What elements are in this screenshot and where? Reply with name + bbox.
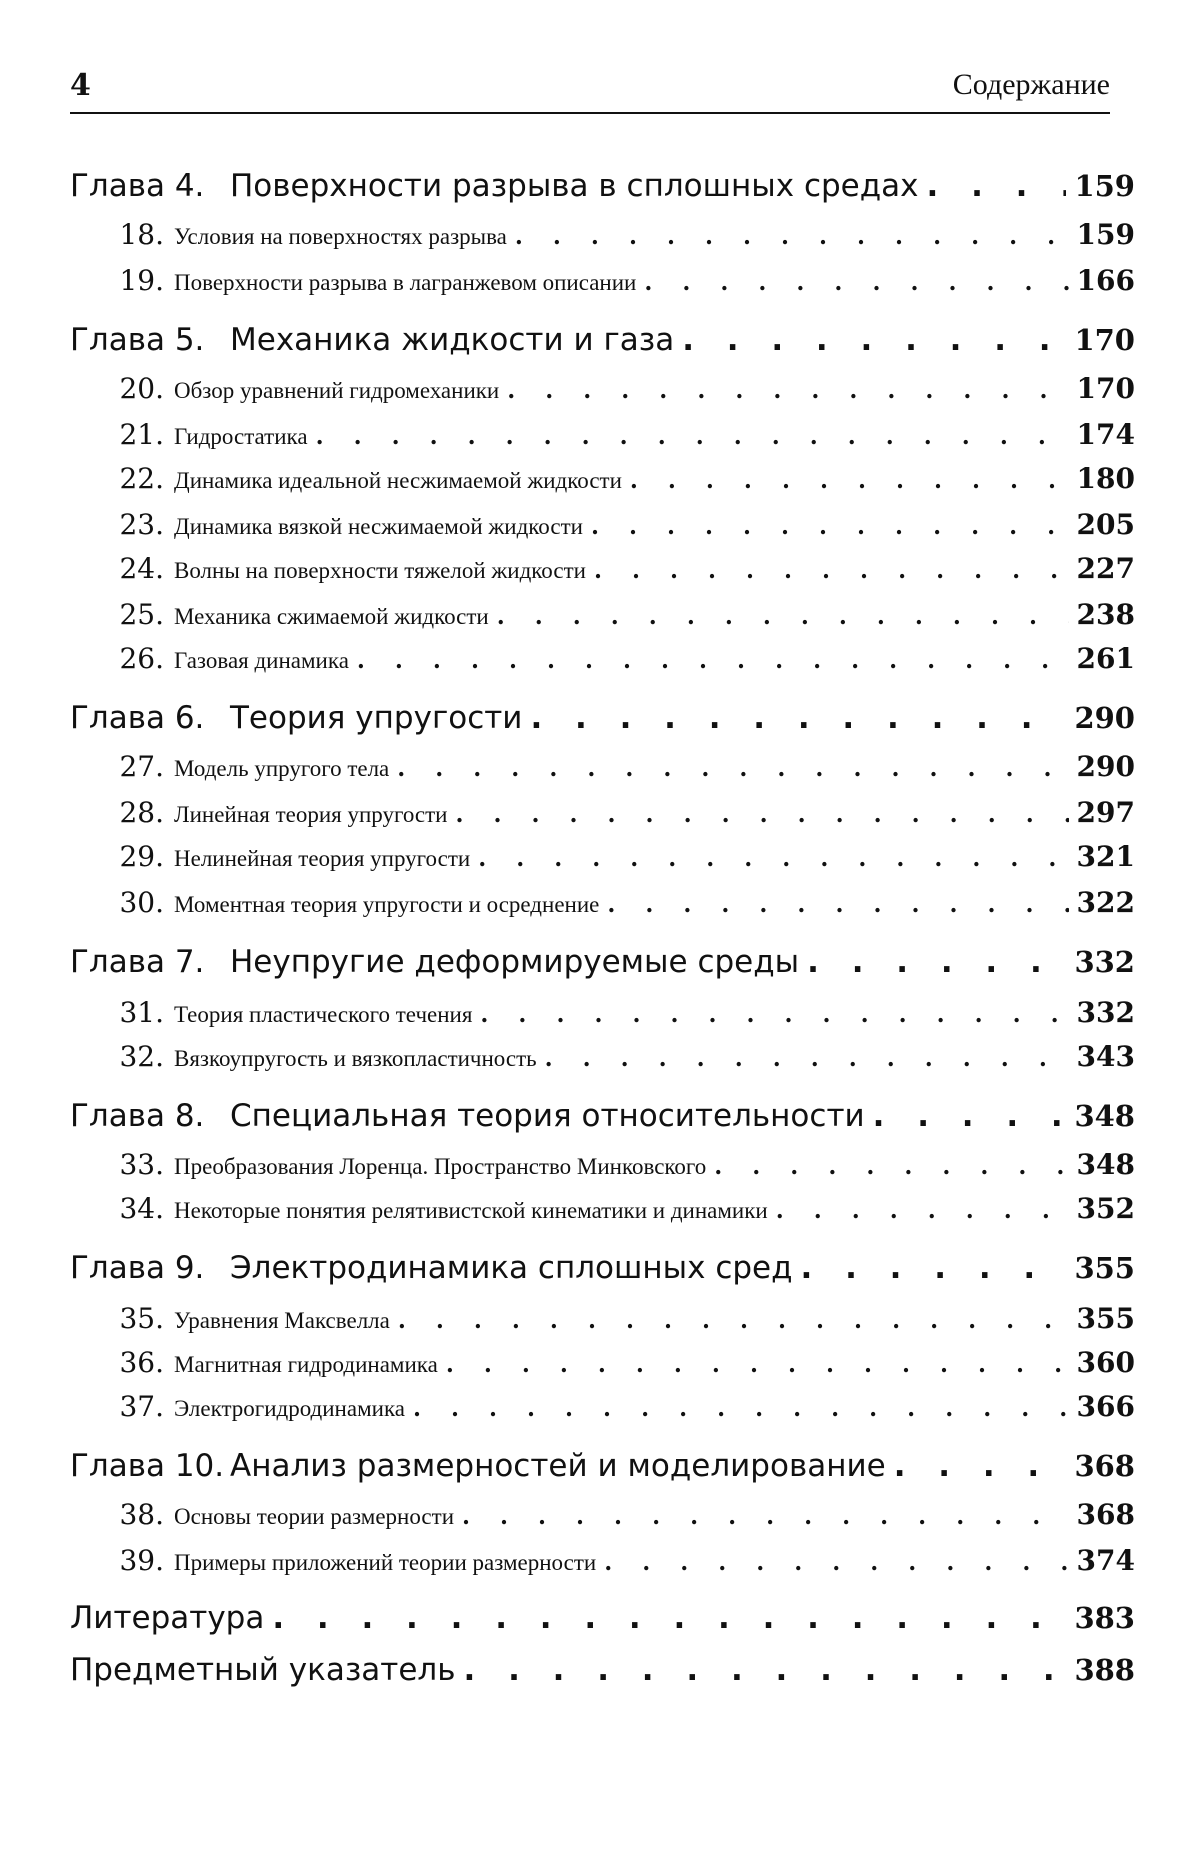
entry-title: Механика сжимаемой жидкости (174, 604, 489, 629)
toc-section-entry[interactable] (70, 462, 1135, 496)
page-reference: 355 (1076, 1302, 1135, 1335)
toc-section-entry[interactable] (70, 840, 1135, 874)
entry-title: Предметный указатель (70, 1652, 456, 1688)
entry-title: Некоторые понятия релятивистской кинематики и динамики (174, 1198, 768, 1223)
toc-section-entry[interactable] (70, 218, 1135, 252)
section-number: 34. (119, 1192, 164, 1225)
page-reference: 348 (1076, 1148, 1135, 1181)
toc-backmatter-entry[interactable] (70, 1652, 1135, 1692)
page-reference: 352 (1076, 1192, 1135, 1225)
entry-title: Динамика идеальной несжимаемой жидкости (174, 468, 622, 493)
toc-chapter-entry[interactable] (70, 700, 1135, 740)
entry-title: Вязкоупругость и вязкопластичность (174, 1046, 537, 1071)
chapter-label: Глава 9. (70, 1250, 205, 1286)
dot-leader (591, 513, 1069, 540)
page-reference: 166 (1076, 264, 1135, 297)
toc-section-entry[interactable] (70, 750, 1135, 784)
section-number: 39. (119, 1544, 164, 1577)
entry-title: Динамика вязкой несжимаемой жидкости (174, 514, 583, 539)
section-number: 32. (119, 1040, 164, 1073)
entry-title: Обзор уравнений гидромеханики (174, 378, 500, 403)
dot-leader (357, 647, 1069, 674)
dot-leader (714, 1153, 1068, 1180)
dot-leader (480, 1001, 1068, 1028)
running-title: Содержание (952, 68, 1110, 101)
dot-leader (873, 1098, 1067, 1134)
entry-title: Электродинамика сплошных сред (230, 1250, 793, 1286)
chapter-label: Глава 7. (70, 944, 205, 980)
page-reference: 170 (1074, 323, 1135, 357)
page-reference: 170 (1076, 372, 1135, 405)
section-number: 36. (119, 1346, 164, 1379)
chapter-label: Глава 10. (70, 1448, 225, 1484)
chapter-label: Глава 5. (70, 322, 205, 358)
page-reference: 321 (1076, 840, 1135, 873)
page-reference: 290 (1074, 701, 1135, 735)
chapter-label: Глава 8. (70, 1098, 205, 1134)
toc-section-entry[interactable] (70, 264, 1135, 298)
section-number: 29. (119, 840, 164, 873)
entry-title: Магнитная гидродинамика (174, 1352, 438, 1377)
page-reference: 332 (1076, 996, 1135, 1029)
toc-chapter-entry[interactable] (70, 1098, 1135, 1138)
entry-title: Преобразования Лоренца. Пространство Минковского (174, 1154, 707, 1179)
section-number: 23. (119, 508, 164, 541)
dot-leader (316, 423, 1069, 450)
dot-leader (894, 1448, 1067, 1484)
toc-section-entry[interactable] (70, 796, 1135, 830)
entry-title: Газовая динамика (174, 648, 349, 673)
page-reference: 374 (1076, 1544, 1135, 1577)
dot-leader (776, 1197, 1069, 1224)
dot-leader (497, 603, 1069, 630)
page-reference: 159 (1076, 218, 1135, 251)
toc-section-entry[interactable] (70, 642, 1135, 676)
entry-title: Нелинейная теория упругости (174, 846, 471, 871)
toc-section-entry[interactable] (70, 508, 1135, 542)
section-number: 22. (119, 462, 164, 495)
toc-section-entry[interactable] (70, 1040, 1135, 1074)
toc-section-entry[interactable] (70, 1544, 1135, 1578)
dot-leader (397, 755, 1068, 782)
section-number: 35. (119, 1302, 164, 1335)
entry-title: Электрогидродинамика (174, 1396, 405, 1421)
section-number: 18. (119, 218, 164, 251)
dot-leader (515, 223, 1069, 250)
toc-section-entry[interactable] (70, 418, 1135, 452)
page-reference: 368 (1074, 1449, 1135, 1483)
toc-chapter-entry[interactable] (70, 322, 1135, 362)
dot-leader (801, 1250, 1067, 1286)
section-number: 19. (119, 264, 164, 297)
page-reference: 388 (1074, 1653, 1135, 1687)
toc-section-entry[interactable] (70, 1148, 1135, 1182)
toc-chapter-entry[interactable] (70, 168, 1135, 208)
page-reference: 360 (1076, 1346, 1135, 1379)
section-number: 28. (119, 796, 164, 829)
section-number: 38. (119, 1498, 164, 1531)
entry-title: Условия на поверхностях разрыва (174, 224, 507, 249)
entry-title: Поверхности разрыва в сплошных средах (230, 168, 919, 204)
section-number: 37. (119, 1390, 164, 1423)
entry-title: Анализ размерностей и моделирование (230, 1448, 886, 1484)
dot-leader (927, 168, 1067, 204)
section-number: 27. (119, 750, 164, 783)
entry-title: Модель упругого тела (174, 756, 390, 781)
section-number: 24. (119, 552, 164, 585)
page-reference: 227 (1076, 552, 1135, 585)
section-number: 26. (119, 642, 164, 675)
entry-title: Поверхности разрыва в лагранжевом описании (174, 270, 637, 295)
page-reference: 290 (1076, 750, 1135, 783)
page-number: 4 (70, 68, 91, 103)
page-reference: 205 (1076, 508, 1135, 541)
entry-title: Волны на поверхности тяжелой жидкости (174, 558, 586, 583)
dot-leader (630, 467, 1069, 494)
toc-section-entry[interactable] (70, 1498, 1135, 1532)
section-number: 20. (119, 372, 164, 405)
section-number: 21. (119, 418, 164, 451)
entry-title: Литература (70, 1600, 265, 1636)
dot-leader (478, 845, 1068, 872)
entry-title: Гидростатика (174, 424, 308, 449)
toc-chapter-entry[interactable] (70, 1448, 1135, 1488)
toc-section-entry[interactable] (70, 1192, 1135, 1226)
dot-leader (530, 700, 1066, 736)
dot-leader (545, 1045, 1069, 1072)
page-reference: 368 (1076, 1498, 1135, 1531)
toc-section-entry[interactable] (70, 598, 1135, 632)
page-reference: 297 (1076, 796, 1135, 829)
dot-leader (462, 1503, 1069, 1530)
page-reference: 355 (1074, 1251, 1135, 1285)
page-reference: 261 (1076, 642, 1135, 675)
entry-title: Теория упругости (230, 700, 523, 736)
toc-section-entry[interactable] (70, 1390, 1135, 1424)
page-reference: 343 (1076, 1040, 1135, 1073)
page-reference: 238 (1076, 598, 1135, 631)
section-number: 33. (119, 1148, 164, 1181)
toc-section-entry[interactable] (70, 552, 1135, 586)
entry-title: Уравнения Максвелла (174, 1308, 390, 1333)
toc-backmatter-entry[interactable] (70, 1600, 1135, 1640)
chapter-label: Глава 4. (70, 168, 205, 204)
dot-leader (507, 377, 1068, 404)
dot-leader (807, 944, 1066, 980)
entry-title: Механика жидкости и газа (230, 322, 675, 358)
entry-title: Неупругие деформируемые среды (230, 944, 800, 980)
page-reference: 180 (1076, 462, 1135, 495)
toc-section-entry[interactable] (70, 1302, 1135, 1336)
entry-title: Теория пластического течения (174, 1002, 473, 1027)
page-reference: 159 (1074, 169, 1135, 203)
dot-leader (455, 801, 1068, 828)
section-number: 31. (119, 996, 164, 1029)
dot-leader (272, 1600, 1066, 1636)
section-number: 25. (119, 598, 164, 631)
toc-section-entry[interactable] (70, 996, 1135, 1030)
entry-title: Примеры приложений теории размерности (174, 1550, 597, 1575)
dot-leader (682, 322, 1066, 358)
entry-title: Основы теории размерности (174, 1504, 454, 1529)
page-header (70, 64, 1110, 114)
page-reference: 332 (1074, 945, 1135, 979)
dot-leader (607, 891, 1068, 918)
toc-section-entry[interactable] (70, 886, 1135, 920)
entry-title: Специальная теория относительности (230, 1098, 865, 1134)
dot-leader (644, 269, 1068, 296)
page-reference: 348 (1074, 1099, 1135, 1133)
dot-leader (398, 1307, 1069, 1334)
entry-title: Моментная теория упругости и осреднение (174, 892, 600, 917)
entry-title: Линейная теория упругости (174, 802, 448, 827)
chapter-label: Глава 6. (70, 700, 205, 736)
page-reference: 322 (1076, 886, 1135, 919)
dot-leader (604, 1549, 1068, 1576)
toc-chapter-entry[interactable] (70, 944, 1135, 984)
toc-section-entry[interactable] (70, 1346, 1135, 1380)
dot-leader (464, 1652, 1067, 1688)
dot-leader (446, 1351, 1069, 1378)
dot-leader (594, 557, 1069, 584)
page-reference: 383 (1074, 1601, 1135, 1635)
page-reference: 174 (1076, 418, 1135, 451)
toc-chapter-entry[interactable] (70, 1250, 1135, 1290)
section-number: 30. (119, 886, 164, 919)
toc-section-entry[interactable] (70, 372, 1135, 406)
page-reference: 366 (1076, 1390, 1135, 1423)
dot-leader (413, 1395, 1069, 1422)
